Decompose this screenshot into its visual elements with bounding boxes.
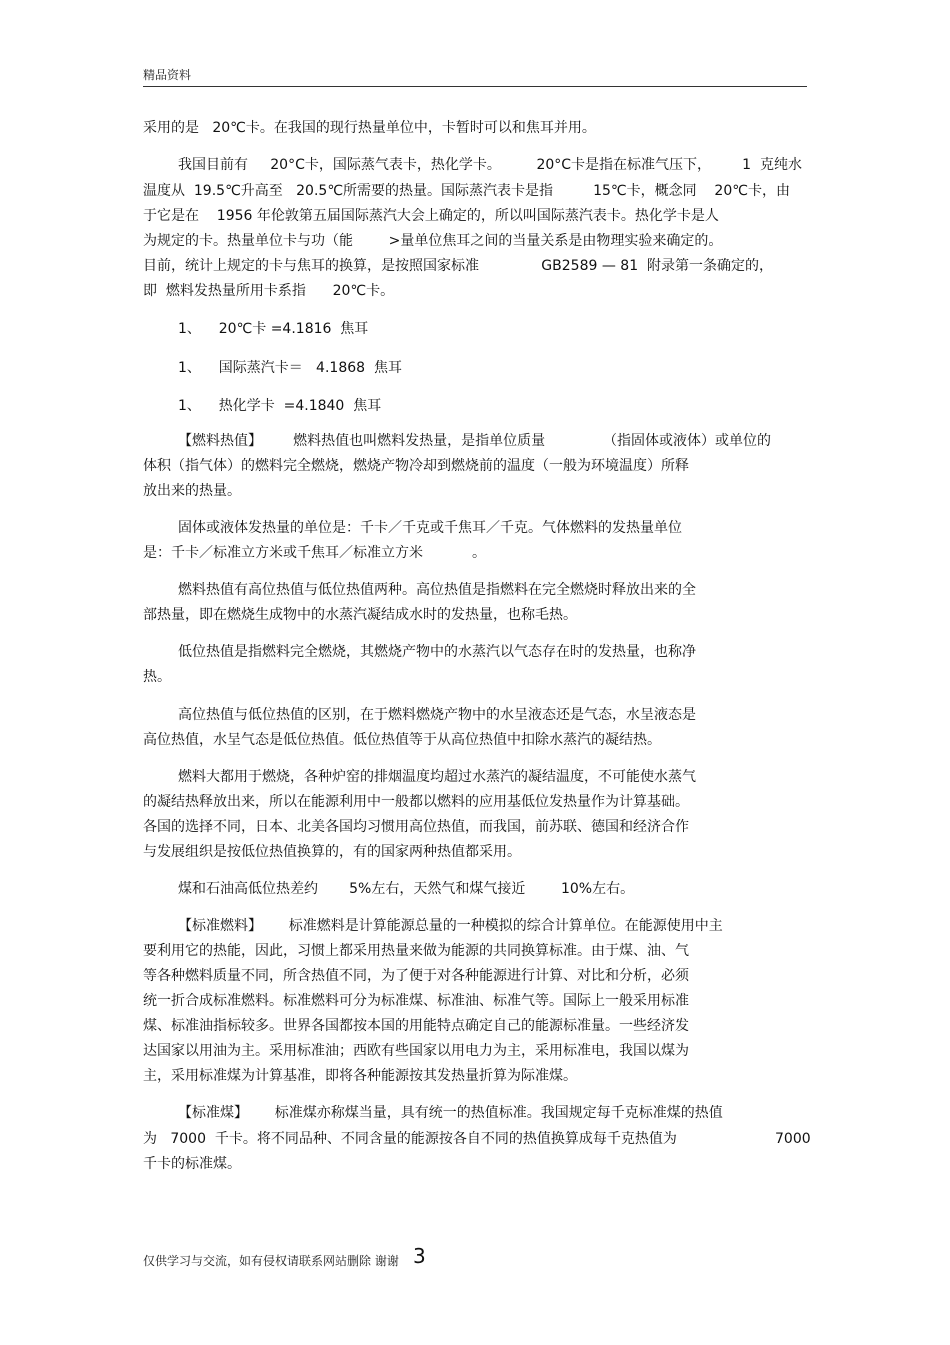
body-line: 热。 xyxy=(143,669,171,685)
body-line: 达国家以用油为主。采用标准油；西欧有些国家以用电力为主，采用标准电，我国以煤为 xyxy=(143,1043,689,1059)
body-line: 7000 xyxy=(775,1131,811,1147)
body-line: 为 7000 千卡。将不同品种、不同含量的能源按各自不同的热值换算成每千克热值为 xyxy=(143,1131,677,1147)
body-line: 温度从 19.5℃升高至 20.5℃所需要的热量。国际蒸汽表卡是指 15℃卡，概念同 20℃卡，由 xyxy=(143,183,790,199)
body-line: 千卡的标准煤。 xyxy=(143,1156,241,1172)
body-line: 即 燃料发热量所用卡系指 20℃卡。 xyxy=(143,283,395,299)
body-line: 主，采用标准煤为计算基准，即将各种能源按其发热量折算为际准煤。 xyxy=(143,1068,577,1084)
body-line: 采用的是 20℃卡。在我国的现行热量单位中，卡暂时可以和焦耳并用。 xyxy=(143,120,596,136)
body-line: 放出来的热量。 xyxy=(143,483,241,499)
body-line: 于它是在 1956 年伦敦第五届国际蒸汽大会上确定的，所以叫国际蒸汽表卡。热化学卡是人 xyxy=(143,208,719,224)
body-line: 体积（指气体）的燃料完全燃烧，燃烧产物冷却到燃烧前的温度（一般为环境温度）所释 xyxy=(143,458,689,474)
body-line: 煤和石油高低位热差约 5%左右，天然气和煤气接近 10%左右。 xyxy=(178,881,635,897)
list-item: 1、 国际蒸汽卡＝ 4.1868 焦耳 xyxy=(178,360,402,376)
body-line: 燃料热值有高位热值与低位热值两种。高位热值是指燃料在完全燃烧时释放出来的全 xyxy=(178,582,696,598)
body-line: 与发展组织是按低位热值换算的，有的国家两种热值都采用。 xyxy=(143,844,521,860)
body-line: 高位热值，水呈气态是低位热值。低位热值等于从高位热值中扣除水蒸汽的凝结热。 xyxy=(143,732,661,748)
body-line: 低位热值是指燃料完全燃烧，其燃烧产物中的水蒸汽以气态存在时的发热量，也称净 xyxy=(178,644,696,660)
body-line: 各国的选择不同，日本、北美各国均习惯用高位热值，而我国，前苏联、德国和经济合作 xyxy=(143,819,689,835)
body-line: 统一折合成标准燃料。标准燃料可分为标准煤、标准油、标准气等。国际上一般采用标准 xyxy=(143,993,689,1009)
body-line: 【燃料热值】 燃料热值也叫燃料发热量，是指单位质量 （指固体或液体）或单位的 xyxy=(178,433,772,449)
body-line: 高位热值与低位热值的区别，在于燃料燃烧产物中的水呈液态还是气态，水呈液态是 xyxy=(178,707,696,723)
header-divider xyxy=(143,86,807,87)
body-line: 【标准燃料】 标准燃料是计算能源总量的一种模拟的综合计算单位。在能源使用中主 xyxy=(178,918,723,934)
body-line: 我国目前有 20°C卡，国际蒸气表卡，热化学卡。 20°C卡是指在标准气压下， 1 克纯水 xyxy=(178,157,802,173)
body-line: 煤、标准油指标较多。世界各国都按本国的用能特点确定自己的能源标准量。一些经济发 xyxy=(143,1018,689,1034)
body-line: 要利用它的热能，因此，习惯上都采用热量来做为能源的共同换算标准。由于煤、油、气 xyxy=(143,943,689,959)
body-line: 的凝结热释放出来，所以在能源利用中一般都以燃料的应用基低位发热量作为计算基础。 xyxy=(143,794,689,810)
body-line: 是：千卡／标准立方米或千焦耳／标准立方米 。 xyxy=(143,545,486,561)
list-item: 1、 20℃卡 =4.1816 焦耳 xyxy=(178,321,369,337)
body-line: 为规定的卡。热量单位卡与功（能 >量单位焦耳之间的当量关系是由物理实验来确定的。 xyxy=(143,233,723,249)
page-header-title: 精品资料 xyxy=(143,68,192,82)
list-item: 1、 热化学卡 =4.1840 焦耳 xyxy=(178,398,382,414)
body-line: 部热量，即在燃烧生成物中的水蒸汽凝结成水时的发热量，也称毛热。 xyxy=(143,607,577,623)
page-number: 3 xyxy=(413,1244,426,1268)
body-line: 等各种燃料质量不同，所含热值不同，为了便于对各种能源进行计算、对比和分析，必须 xyxy=(143,968,689,984)
body-line: 目前，统计上规定的卡与焦耳的换算，是按照国家标准 GB2589 — 81 附录第一条确定的， xyxy=(143,258,773,274)
footer-notice: 仅供学习与交流，如有侵权请联系网站删除 谢谢 xyxy=(143,1254,399,1268)
body-line: 固体或液体发热量的单位是：千卡／千克或千焦耳／千克。气体燃料的发热量单位 xyxy=(178,520,682,536)
body-line: 燃料大都用于燃烧，各种炉窑的排烟温度均超过水蒸汽的凝结温度，不可能使水蒸气 xyxy=(178,769,696,785)
body-line: 【标准煤】 标准煤亦称煤当量，具有统一的热值标准。我国规定每千克标准煤的热值 xyxy=(178,1105,723,1121)
